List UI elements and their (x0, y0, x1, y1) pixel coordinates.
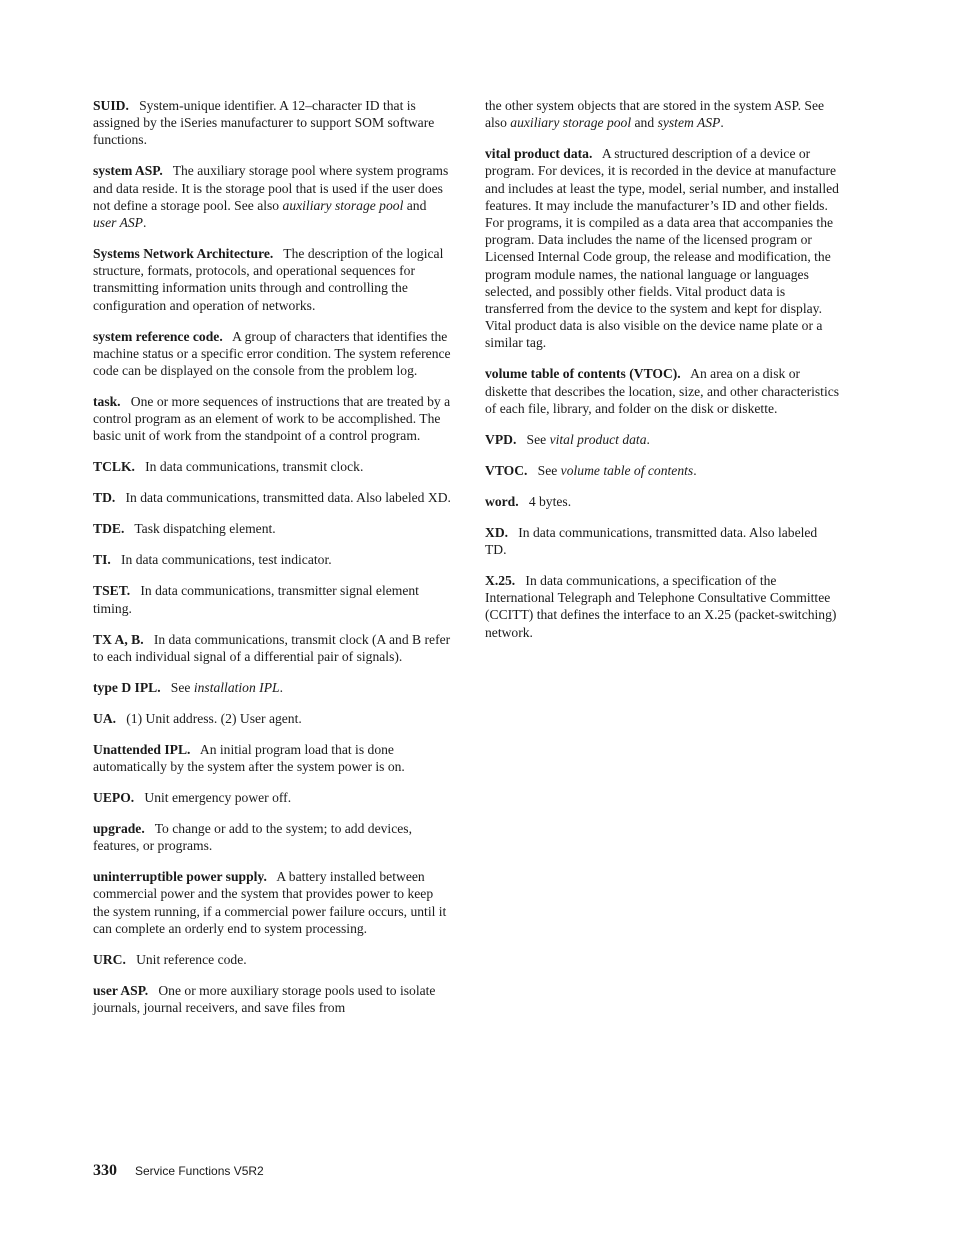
glossary-entry (93, 393, 453, 445)
glossary-entry (485, 145, 840, 351)
glossary-entry (93, 789, 453, 806)
definition-text: See (526, 431, 550, 447)
definition-text: 4 bytes. (528, 493, 572, 509)
definition-text: One or more auxiliary storage pools used to isolate journals, journal receivers, and save files from (93, 982, 436, 1016)
glossary-entry (485, 365, 840, 417)
glossary-definition (93, 394, 450, 443)
glossary-term: system ASP. (93, 163, 163, 179)
cross-reference: auxiliary storage pool (282, 197, 404, 213)
glossary-entry (93, 97, 453, 149)
glossary-definition (136, 952, 247, 967)
glossary-term: task. (93, 394, 121, 410)
glossary-term: XD. (485, 524, 509, 540)
cross-reference: auxiliary storage pool (510, 115, 632, 131)
glossary-definition (134, 521, 275, 536)
glossary-term: TDE. (93, 521, 125, 537)
glossary-entry (485, 524, 840, 558)
glossary-term: TD. (93, 490, 116, 506)
glossary-entry (93, 245, 453, 314)
glossary-definition (126, 490, 451, 505)
glossary-definition (145, 459, 363, 474)
glossary-entry (93, 520, 453, 537)
glossary-definition (485, 573, 836, 640)
cross-reference: volume table of contents (560, 462, 694, 478)
definition-text: In data communications, transmitter signal element timing. (93, 583, 419, 616)
definition-text: The description of the logical structure, formats, protocols, and operational sequences for transmitting information units through and controlling the configuration and operation of networks. (93, 246, 444, 313)
definition-text: In data communications, test indicator. (120, 552, 332, 568)
glossary-definition (527, 432, 650, 447)
definition-text: Unit emergency power off. (144, 790, 292, 806)
glossary-entry (93, 631, 453, 665)
glossary-term: VPD. (485, 431, 517, 447)
glossary-term: TSET. (93, 583, 131, 599)
glossary-entry (485, 493, 840, 510)
glossary-definition (529, 494, 571, 509)
definition-text: In data communications, transmitted data. Also labeled TD. (485, 524, 818, 558)
glossary-term: system reference code. (93, 328, 223, 344)
left-column (93, 97, 453, 1030)
definition-text: Unit reference code. (136, 951, 247, 967)
glossary-entry (93, 820, 453, 854)
glossary-entry (93, 951, 453, 968)
cross-reference: user ASP (93, 215, 143, 231)
definition-text: . (693, 462, 697, 478)
cross-reference: installation IPL (193, 679, 280, 695)
glossary-term: URC. (93, 951, 126, 967)
page-footer (93, 1162, 264, 1180)
glossary-term: word. (485, 493, 519, 509)
glossary-entry (93, 551, 453, 568)
glossary-entry (485, 572, 840, 641)
glossary-entry (93, 982, 453, 1016)
glossary-entry (485, 97, 840, 131)
glossary-definition (538, 463, 697, 478)
definition-text: An initial program load that is done automatically by the system after the system power is on. (93, 741, 405, 775)
glossary-entry (93, 868, 453, 937)
definition-text: (1) Unit address. (2) User agent. (126, 710, 302, 726)
definition-text: . (720, 115, 724, 131)
definition-text: In data communications, transmitted data. Also labeled XD. (125, 490, 451, 506)
glossary-entry (485, 462, 840, 479)
glossary-term: upgrade. (93, 821, 145, 837)
glossary-entry (485, 431, 840, 448)
glossary-term: TI. (93, 552, 111, 568)
definition-text: See (170, 679, 194, 695)
document-title: Service Functions V5R2 (135, 1164, 264, 1178)
glossary-entry (93, 328, 453, 380)
definition-text: . (646, 431, 650, 447)
cross-reference: vital product data (549, 431, 647, 447)
glossary-definition (485, 98, 824, 130)
glossary-definition (171, 680, 283, 695)
definition-text: A battery installed between commercial power and the system that provides power to keep the system running, if a commercial power failure occurs, until it can complete an orderly end to system processing. (93, 869, 447, 936)
definition-text: One or more sequences of instructions that are treated by a control program as an element of work to be accomplished. The basic unit of work from the standpoint of a control program. (93, 394, 451, 444)
glossary-entry (93, 741, 453, 775)
glossary-entry (93, 489, 453, 506)
glossary-term: Systems Network Architecture. (93, 246, 274, 262)
glossary-definition (93, 98, 434, 147)
glossary-entry (93, 458, 453, 475)
definition-text: and (403, 197, 427, 213)
glossary-term: X.25. (485, 573, 516, 589)
definition-text: In data communications, transmit clock (A and B refer to each individual signal of a differential pair of signals). (93, 631, 451, 664)
glossary-term: volume table of contents (VTOC). (485, 366, 681, 382)
glossary-entry (93, 679, 453, 696)
definition-text: To change or add to the system; to add devices, features, or programs. (93, 821, 412, 854)
definition-text: . (279, 679, 283, 695)
cross-reference: system ASP (657, 115, 721, 131)
definition-text: . (142, 215, 147, 231)
glossary-entry (93, 582, 453, 616)
glossary-term: UA. (93, 710, 117, 726)
glossary-definition (121, 552, 332, 567)
glossary-definition (144, 790, 291, 805)
page-number: 330 (93, 1162, 117, 1179)
right-column (485, 97, 840, 655)
definition-text: The auxiliary storage pool where system programs and data reside. It is the storage pool that is used if the user does not define a storage pool. See also (93, 163, 449, 213)
glossary-term: TCLK. (93, 459, 135, 475)
glossary-definition (93, 632, 450, 664)
glossary-term: VTOC. (485, 462, 528, 478)
glossary-term: type D IPL. (93, 679, 161, 695)
definition-text: A structured description of a device or program. For devices, it is recorded in the device at manufacture and includes at least the type, model, serial number, and installed features. It may include the manufacturer’s ID and other fields. For programs, it is compiled as a data area that accompanies the program. Data includes the name of the licensed program or Licensed Internal Code group, the release and modification, the program module names, the national language or languages selected, and possibly other fields. Vital product data is transferred from the device to the system and kept for display. Vital product data is also visible on the device name plate or a similar tag. (485, 146, 839, 351)
definition-text: A group of characters that identifies the machine status or a specific error condition. The system reference code can be displayed on the console from the problem log. (93, 328, 451, 379)
glossary-definition (126, 711, 302, 726)
glossary-term: user ASP. (93, 982, 149, 998)
definition-text: Task dispatching element. (134, 521, 276, 537)
glossary-term: SUID. (93, 98, 129, 113)
definition-text: An area on a disk or diskette that describes the location, size, and other characteristics of each file, library, and folder on the disk or diskette. (485, 366, 840, 416)
glossary-entry (93, 710, 453, 727)
glossary-term: Unattended IPL. (93, 741, 191, 757)
glossary-definition (485, 146, 839, 350)
glossary-definition (93, 583, 419, 615)
definition-text: the other system objects that are stored in the system ASP. See also (485, 98, 825, 131)
definition-text: In data communications, transmit clock. (145, 459, 364, 475)
definition-text: and (631, 115, 658, 131)
glossary-term: TX A, B. (93, 631, 144, 647)
glossary-term: UEPO. (93, 790, 135, 806)
glossary-definition (485, 525, 817, 557)
definition-text: See (537, 462, 561, 478)
definition-text: System-unique identifier. A 12–character ID that is assigned by the iSeries manufacturer to support SOM software functions. (93, 98, 435, 148)
glossary-entry (93, 162, 453, 231)
glossary-term: uninterruptible power supply. (93, 869, 267, 885)
definition-text: In data communications, a specification of the International Telegraph and Telephone Consultative Committee (CCITT) that defines the interface to an X.25 (packet-switching) network. (485, 573, 837, 640)
glossary-term: vital product data. (485, 146, 593, 162)
